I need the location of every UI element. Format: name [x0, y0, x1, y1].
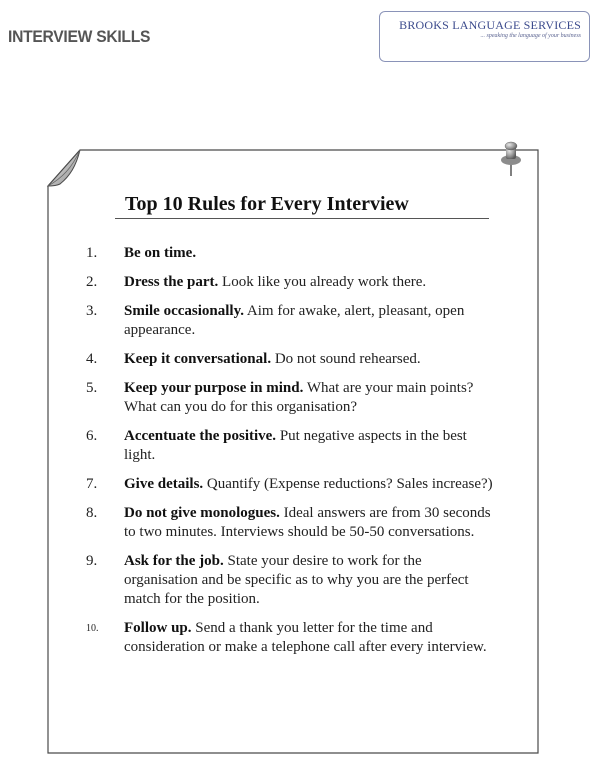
list-item [86, 350, 496, 369]
rule-heading: Ask for the job. [124, 553, 224, 569]
rule-number: 10. [86, 623, 99, 634]
rule-number: 5. [86, 380, 98, 396]
rule-heading: Keep it conversational. [124, 351, 272, 367]
list-item [86, 475, 496, 494]
logo-tagline: ... speaking the language of your business [480, 33, 581, 39]
logo-company-name: BROOKS LANGUAGE SERVICES [399, 18, 581, 32]
list-item [86, 619, 496, 657]
rule-text: Send a thank you letter for the time and consideration or make a telephone call after every interview. [124, 620, 487, 655]
rule-text: What are your main points? What can you do for this organisation? [124, 380, 474, 415]
rule-heading: Follow up. [124, 620, 192, 636]
list-item [86, 504, 496, 542]
rule-text: Ideal answers are from 30 seconds to two minutes. Interviews should be 50-50 conversations. [124, 505, 491, 540]
rule-number: 4. [86, 351, 98, 367]
rule-heading: Give details. [124, 476, 204, 492]
list-item [86, 302, 496, 340]
rule-text: Quantify (Expense reductions? Sales increase?) [203, 476, 493, 492]
rule-number: 8. [86, 505, 98, 521]
rule-heading: Smile occasionally. [124, 303, 244, 319]
rule-number: 3. [86, 303, 98, 319]
rule-heading: Be on time. [124, 245, 197, 261]
rule-text: Put negative aspects in the best light. [124, 428, 467, 463]
rule-number: 1. [86, 245, 98, 261]
rule-heading: Accentuate the positive. [124, 428, 277, 444]
rule-text: Aim for awake, alert, pleasant, open appearance. [124, 303, 465, 338]
rule-number: 2. [86, 274, 98, 290]
list-item [86, 552, 496, 609]
rule-number: 7. [86, 476, 98, 492]
rule-text: State your desire to work for the organisation and be specific as to why you are the perfect match for the position. [124, 553, 469, 607]
rule-heading: Keep your purpose in mind. [124, 380, 304, 396]
list-item [86, 244, 496, 263]
title-underline [115, 218, 489, 219]
rule-text: Do not sound rehearsed. [271, 351, 421, 367]
page-header-title: INTERVIEW SKILLS [8, 27, 151, 46]
rule-number: 6. [86, 428, 98, 444]
rule-text: Look like you already work there. [218, 274, 427, 290]
list-item [86, 273, 496, 292]
rule-heading: Dress the part. [124, 274, 219, 290]
card-title: Top 10 Rules for Every Interview [125, 193, 409, 215]
rules-list [86, 244, 496, 667]
list-item [86, 379, 496, 417]
list-item [86, 427, 496, 465]
rule-number: 9. [86, 553, 98, 569]
rule-heading: Do not give monologues. [124, 505, 280, 521]
